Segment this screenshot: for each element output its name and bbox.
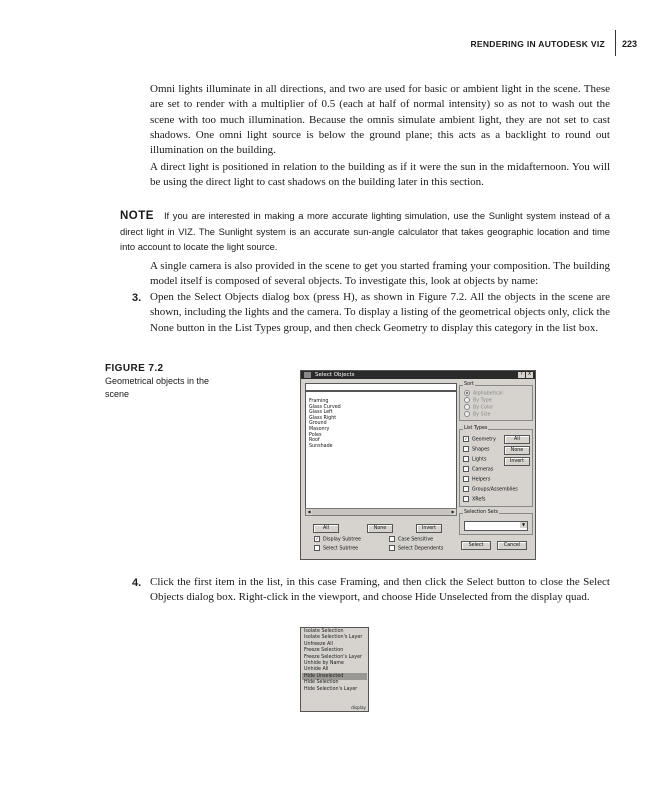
list-item[interactable]: Glass Left: [309, 410, 333, 416]
sort-group: [459, 382, 533, 421]
select-button[interactable]: Select: [461, 541, 491, 550]
list-item[interactable]: Poles: [309, 432, 322, 438]
list-types-group-label: List Types: [464, 426, 488, 431]
list-item[interactable]: Sunshade: [309, 443, 333, 449]
step-text: Click the first item in the list, in this case Framing, and then click the Select button to close the Select Objects dialog box. Right-click in the viewport, and choose Hide Unselected from the display quad.: [150, 576, 610, 604]
note-label: NOTE: [120, 210, 154, 222]
menu-item[interactable]: Isolate Selection's Layer: [304, 635, 363, 641]
note-block: [120, 208, 610, 254]
list-item[interactable]: Roof: [309, 438, 320, 444]
note-text: If you are interested in making a more accurate lighting simulation, use the Sunlight system instead of a direct light in VIZ. The Sunlight system is an accurate sun-angle calculator that takes geographic location and time into account to locate the light source.: [120, 210, 610, 252]
header-divider: [615, 30, 616, 56]
case-sensitive-checkbox[interactable]: Case Sensitive: [389, 536, 433, 544]
display-subtree-checkbox[interactable]: ✓ Display Subtree: [315, 536, 361, 543]
display-quad-menu: [300, 627, 369, 712]
list-item[interactable]: Masonry: [309, 427, 330, 432]
checkbox-icon: [463, 466, 469, 472]
menu-item[interactable]: Unfreeze All: [304, 641, 333, 647]
list-item[interactable]: Glass Curved: [309, 404, 341, 410]
search-input[interactable]: [305, 383, 457, 391]
sort-group-label: Sort: [464, 382, 474, 387]
list-types-all-button[interactable]: All: [504, 435, 530, 444]
menu-item[interactable]: Unhide by Name: [304, 661, 345, 666]
cancel-button[interactable]: Cancel: [497, 541, 527, 550]
checkbox-icon: [463, 486, 469, 492]
checkbox-icon: [314, 545, 320, 551]
step-number: 4.: [132, 577, 142, 589]
step-text: Open the Select Objects dialog box (press H), as shown in Figure 7.2. All the objects in the scene are shown, including the lights and the camera. To display a listing of the geometrical objects only, click the None button in the List Types group, and then check Geometry to display this category in the list box.: [150, 291, 610, 334]
selection-sets-group: [459, 510, 533, 535]
radio-icon: [464, 390, 470, 396]
horizontal-scrollbar[interactable]: [305, 508, 457, 516]
list-type-cameras[interactable]: Cameras: [463, 466, 493, 474]
select-objects-dialog: [300, 370, 536, 560]
list-type-xrefs[interactable]: XRefs: [463, 496, 486, 504]
sort-option-alphabetical[interactable]: Alphabetical: [464, 390, 503, 398]
checkbox-icon: [389, 536, 395, 542]
all-button[interactable]: All: [313, 524, 339, 533]
paragraph-camera: A single camera is also provided in the scene to get you started framing your composition. The building model itself is composed of several objects. To investigate this, look at objects by name:: [150, 260, 610, 288]
select-subtree-checkbox[interactable]: Select Subtree: [314, 545, 358, 553]
scroll-left-icon[interactable]: ◀: [307, 509, 311, 514]
list-type-helpers[interactable]: Helpers: [463, 476, 490, 484]
menu-item[interactable]: Hide Selection: [304, 680, 339, 686]
radio-icon: [464, 411, 470, 417]
step-number: 3.: [132, 292, 142, 304]
list-type-groups-assemblies[interactable]: Groups/Assemblies: [463, 486, 518, 494]
scroll-right-icon[interactable]: ▶: [451, 509, 455, 514]
checkbox-icon: [463, 476, 469, 482]
checkbox-icon: [463, 456, 469, 462]
list-item[interactable]: Framing: [309, 399, 329, 404]
checkbox-checked-icon: ✓: [315, 536, 319, 541]
page-number: 223: [622, 39, 638, 49]
chevron-down-icon: ▼: [521, 522, 526, 527]
radio-icon: [464, 404, 470, 410]
checkbox-checked-icon: ✓: [464, 436, 468, 441]
sort-option-by-size[interactable]: By Size: [464, 411, 491, 419]
menu-item[interactable]: Freeze Selection: [304, 648, 344, 654]
sort-option-by-color[interactable]: By Color: [464, 404, 493, 412]
checkbox-icon: [389, 545, 395, 551]
menu-item[interactable]: Unhide All: [304, 667, 329, 673]
list-type-shapes[interactable]: Shapes: [463, 446, 490, 454]
selection-sets-dropdown[interactable]: [464, 521, 528, 531]
radio-icon: [464, 397, 470, 403]
dialog-title-bar: [301, 371, 535, 379]
checkbox-icon: [463, 446, 469, 452]
select-dependents-checkbox[interactable]: Select Dependents: [389, 545, 443, 553]
invert-button[interactable]: Invert: [416, 524, 442, 533]
menu-item[interactable]: Isolate Selection: [304, 629, 344, 634]
close-button[interactable]: X: [527, 372, 532, 377]
figure-label: FIGURE 7.2: [105, 363, 164, 374]
figure-caption-text: Geometrical objects in the scene: [105, 376, 210, 399]
help-button[interactable]: ?: [518, 372, 525, 378]
list-type-lights[interactable]: Lights: [463, 456, 486, 464]
list-item[interactable]: Glass Right: [309, 415, 337, 421]
quad-label: display: [351, 705, 366, 710]
list-types-group: [459, 426, 533, 507]
list-type-geometry[interactable]: ✓ Geometry: [464, 436, 496, 443]
running-header: RENDERING IN AUTODESK VIZ: [470, 39, 605, 49]
menu-item[interactable]: Hide Unselected: [304, 673, 344, 679]
object-list[interactable]: [305, 391, 457, 510]
checkbox-icon: [463, 496, 469, 502]
list-types-invert-button[interactable]: Invert: [504, 457, 530, 466]
menu-item[interactable]: Hide Selection's Layer: [304, 686, 358, 692]
list-item[interactable]: Ground: [309, 421, 327, 427]
paragraph-omni-lights: Omni lights illuminate in all directions, and two are used for basic or ambient light in the scene. These are set to render with a multiplier of 0.5 (each at half of normal intensity) so as not to wash out the scene with too much illumination. Because the omnis simulate ambient light, they are not set to cast shadows. One omni light source is below the ground plane; this acts as a backlight to round out illumination on the building.: [150, 83, 610, 157]
dialog-title: Select Objects: [315, 372, 355, 378]
figure-caption: [105, 362, 215, 401]
selection-sets-label: Selection Sets: [464, 510, 499, 515]
menu-item[interactable]: Freeze Selection's Layer: [304, 654, 362, 660]
list-types-none-button[interactable]: None: [504, 446, 530, 455]
paragraph-direct-light: A direct light is positioned in relation to the building as if it were the sun in the midafternoon. You will be using the direct light to cast shadows on the building later in this section.: [150, 161, 610, 189]
none-button[interactable]: None: [367, 524, 393, 533]
app-icon: [304, 372, 311, 378]
sort-option-by-type[interactable]: By Type: [464, 397, 492, 405]
